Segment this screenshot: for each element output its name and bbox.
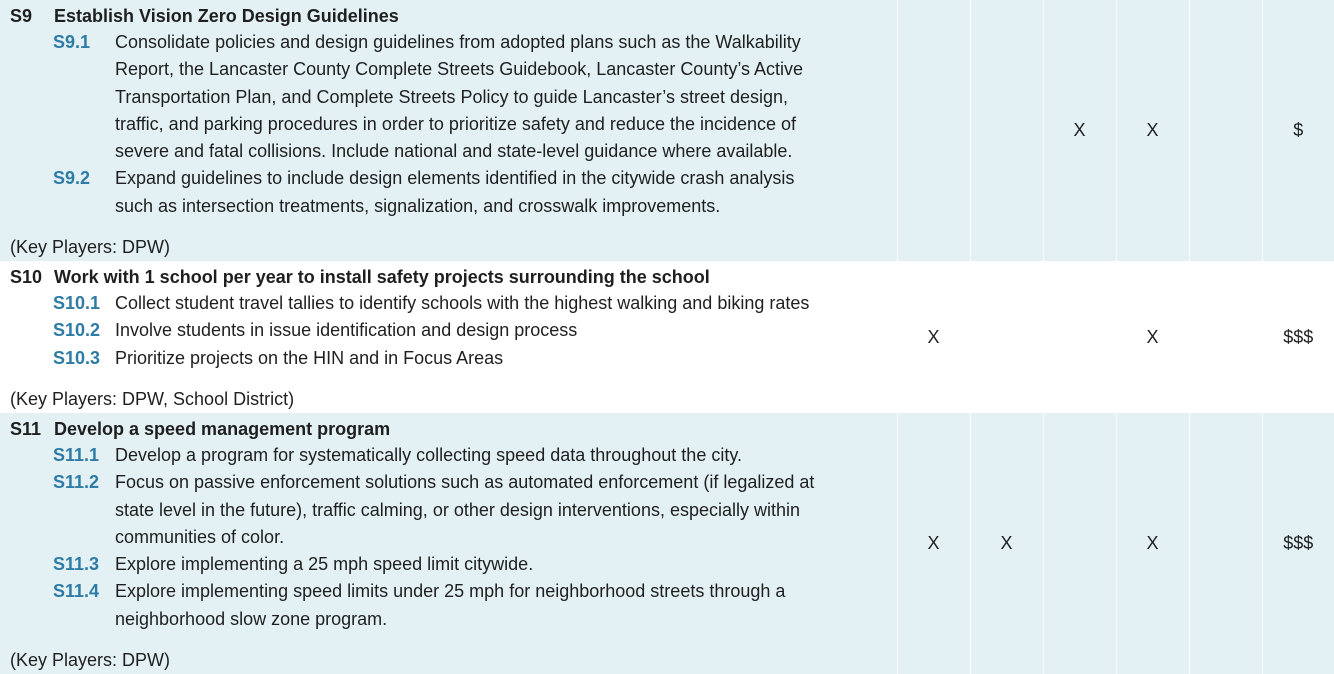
key-players: (Key Players: DPW, School District) — [10, 389, 295, 409]
strategy-code: S11 — [10, 419, 42, 439]
sub-action-line: Explore implementing speed limits under 25 mph for neighborhood streets through a — [115, 581, 786, 602]
matrix-cell: X — [1116, 413, 1189, 674]
sub-action-text — [115, 317, 889, 344]
sub-action-line: Collect student travel tallies to identify schools with the highest walking and biking rates — [115, 293, 810, 313]
sub-action-line: Focus on passive enforcement solutions such as automated enforcement (if legalized at — [115, 472, 815, 493]
matrix-cell — [970, 0, 1043, 261]
matrix-cell — [1189, 0, 1262, 261]
sub-action-text — [115, 578, 889, 633]
matrix-cell: X — [1116, 261, 1189, 413]
sub-action-code: S11.3 — [53, 554, 100, 575]
sub-action-line: state level in the future), traffic calming, or other design interventions, especially within — [115, 499, 801, 520]
strategy-title-text: Develop a speed management program — [54, 419, 391, 439]
sub-action — [10, 29, 889, 165]
sub-action-line: Consolidate policies and design guidelines from adopted plans such as the Walkability — [115, 32, 801, 52]
sub-action — [10, 345, 889, 372]
strategy-code: S10 — [10, 267, 43, 287]
sub-action-line: Prioritize projects on the HIN and in Focus Areas — [115, 347, 504, 368]
sub-action-code: S11.1 — [53, 445, 100, 465]
matrix-cell — [1043, 413, 1116, 674]
matrix-cell — [1189, 261, 1262, 413]
sub-action-line: traffic, and parking procedures in order to prioritize safety and reduce the incidence of — [115, 113, 797, 134]
strategy-title — [10, 265, 889, 290]
cost-cell: $ — [1262, 0, 1334, 261]
sub-action-text — [115, 442, 889, 469]
matrix-cell: X — [970, 413, 1043, 674]
sub-action-text — [115, 469, 889, 551]
sub-action-line: severe and fatal collisions. Include national and state-level guidance where available. — [115, 141, 793, 162]
strategy-row-s10 — [0, 261, 1334, 413]
strategy-code: S9 — [10, 6, 33, 26]
strategy-description — [0, 261, 897, 413]
strategy-title — [10, 417, 889, 442]
sub-action — [10, 469, 889, 551]
sub-action-code: S10.1 — [53, 293, 101, 313]
sub-action-text — [115, 551, 889, 578]
sub-action-text — [115, 290, 889, 317]
strategy-title-text: Work with 1 school per year to install safety projects surrounding the school — [54, 267, 710, 287]
matrix-cell: X — [897, 413, 970, 674]
sub-action-code: S10.3 — [53, 347, 101, 368]
strategy-title — [10, 4, 889, 29]
sub-action-line: Expand guidelines to include design elements identified in the citywide crash analysis — [115, 168, 795, 189]
strategy-title-text: Establish Vision Zero Design Guidelines — [54, 6, 399, 26]
matrix-cell: X — [1116, 0, 1189, 261]
sub-action — [10, 317, 889, 344]
key-players: (Key Players: DPW) — [10, 650, 171, 670]
sub-action-line: neighborhood slow zone program. — [115, 608, 388, 629]
sub-action-code: S11.2 — [53, 472, 100, 493]
cost-cell: $$$ — [1262, 413, 1334, 674]
strategy-description — [0, 0, 897, 261]
matrix-cell — [1043, 261, 1116, 413]
sub-action-code: S9.1 — [53, 32, 91, 52]
sub-action-text — [115, 345, 889, 372]
sub-action — [10, 578, 889, 633]
sub-action — [10, 290, 889, 317]
sub-action-code: S9.2 — [53, 168, 91, 189]
sub-action-text — [115, 165, 889, 220]
matrix-cell — [897, 0, 970, 261]
sub-action-line: Involve students in issue identification and design process — [115, 320, 578, 341]
sub-action — [10, 551, 889, 578]
sub-action-line: Develop a program for systematically collecting speed data throughout the city. — [115, 445, 742, 465]
cost-cell: $$$ — [1262, 261, 1334, 413]
strategy-description — [0, 413, 897, 674]
sub-action-line: Report, the Lancaster County Complete Streets Guidebook, Lancaster County’s Active — [115, 59, 804, 80]
sub-action-code: S10.2 — [53, 320, 101, 341]
matrix-cell — [970, 261, 1043, 413]
sub-action-code: S11.4 — [53, 581, 100, 602]
sub-action-line: Explore implementing a 25 mph speed limit citywide. — [115, 554, 534, 575]
matrix-cell: X — [1043, 0, 1116, 261]
strategy-row-s11 — [0, 413, 1334, 674]
sub-action-line: such as intersection treatments, signalization, and crosswalk improvements. — [115, 195, 721, 216]
matrix-cell: X — [897, 261, 970, 413]
sub-action-text — [115, 29, 889, 165]
sub-action-line: Transportation Plan, and Complete Streets Policy to guide Lancaster’s street design, — [115, 86, 789, 107]
strategy-row-s9 — [0, 0, 1334, 261]
sub-action-line: communities of color. — [115, 526, 285, 547]
sub-action — [10, 442, 889, 469]
key-players: (Key Players: DPW) — [10, 237, 171, 257]
sub-action — [10, 165, 889, 220]
matrix-cell — [1189, 413, 1262, 674]
